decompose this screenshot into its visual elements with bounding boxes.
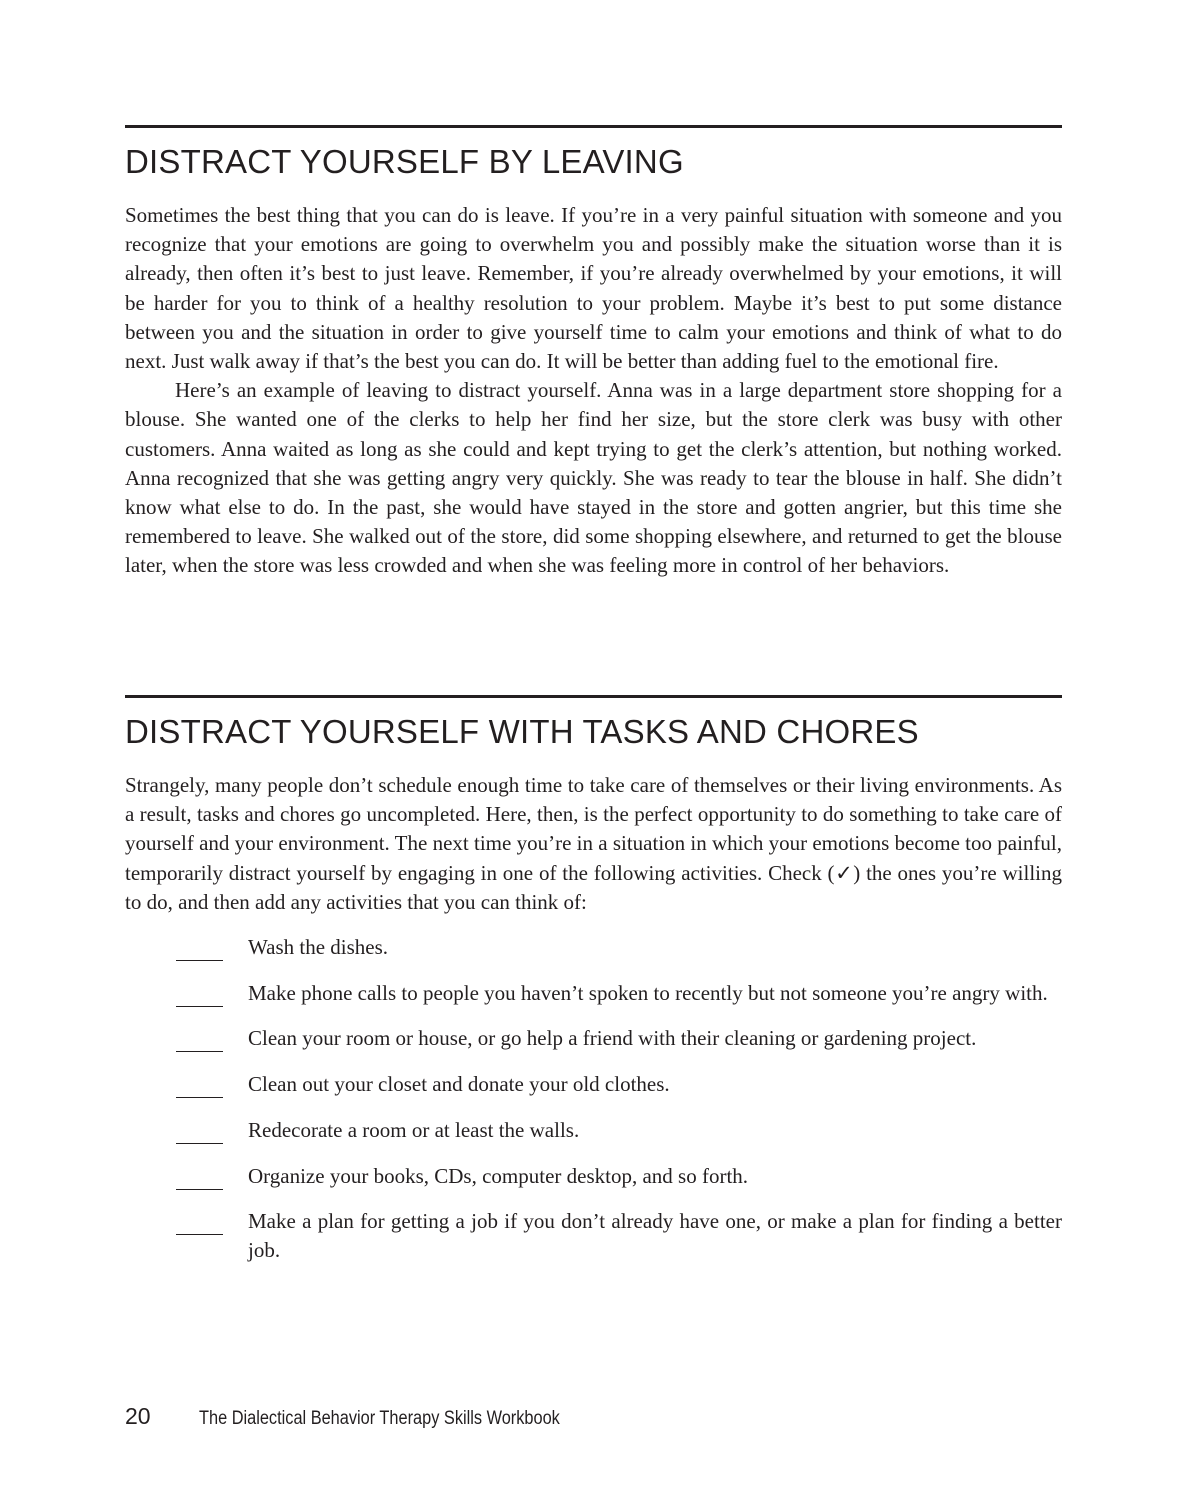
checklist-item-text: Clean your room or house, or go help a friend with their cleaning or gardening project.: [248, 1026, 977, 1051]
check-blank[interactable]: [176, 1141, 223, 1144]
checklist-item: [125, 979, 1062, 1008]
checklist-item-text: Wash the dishes.: [248, 935, 389, 960]
check-blank[interactable]: [176, 1232, 223, 1235]
activity-checklist: [125, 933, 1062, 1266]
page-number: 20: [125, 1403, 151, 1429]
checklist-item: [125, 1207, 1062, 1265]
section-divider: [125, 695, 1062, 698]
check-blank[interactable]: [176, 958, 223, 961]
paragraph: Sometimes the best thing that you can do is leave. If you’re in a very painful situation with someone and you recognize that your emotions are going to overwhelm you and possibly make the situation worse than it is already, then often it’s best to just leave. Remember, if you’re already overwhelmed by your emotions, it will be harder for you to think of a healthy resolution to your problem. Maybe it’s best to put some distance between you and the situation in order to give yourself time to calm your emotions and think of what to do next. Just walk away if that’s the best you can do. It will be better than adding fuel to the emotional fire.: [125, 203, 1062, 374]
section-heading: DISTRACT YOURSELF BY LEAVING: [125, 143, 684, 180]
checklist-item-text: Make phone calls to people you haven’t spoken to recently but not someone you’re angry with.: [248, 980, 1048, 1005]
section-leaving: [125, 125, 1062, 581]
checklist-item: [125, 1070, 1062, 1099]
check-blank[interactable]: [176, 1004, 223, 1007]
page-footer: [125, 1403, 619, 1430]
check-blank[interactable]: [176, 1187, 223, 1190]
checklist-item-text: Clean out your closet and donate your old clothes.: [248, 1072, 670, 1097]
paragraph: Strangely, many people don’t schedule enough time to take care of themselves or their living environments. As a result, tasks and chores go uncompleted. Here, then, is the perfect opportunity to do something to take care of yourself and your environment. The next time you’re in a situation in which your emotions become too painful, temporarily distract yourself by engaging in one of the following activities. Check (✓) the ones you’re willing to do, and then add any activities that you can think of:: [125, 773, 1062, 914]
section-tasks-chores: [125, 695, 1062, 1282]
section-heading: DISTRACT YOURSELF WITH TASKS AND CHORES: [125, 713, 919, 750]
paragraph: Here’s an example of leaving to distract yourself. Anna was in a large department store shopping for a blouse. She wanted one of the clerks to help her find her size, but the store clerk was busy with other customers. Anna waited as long as she could and kept trying to get the clerk’s attention, but nothing worked. Anna recognized that she was getting angry very quickly. She was ready to tear the blouse in half. She didn’t know what else to do. In the past, she would have stayed in the store and gotten angrier, but this time she remembered to leave. She walked out of the store, did some shopping elsewhere, and returned to get the blouse later, when the store was less crowded and when she was feeling more in control of her behaviors.: [125, 378, 1062, 578]
check-blank[interactable]: [176, 1095, 223, 1098]
checklist-item-text: Organize your books, CDs, computer desktop, and so forth.: [248, 1163, 749, 1188]
checklist-item-text: Make a plan for getting a job if you don’t already have one, or make a plan for finding a better job.: [248, 1209, 1062, 1263]
check-blank[interactable]: [176, 1049, 223, 1052]
checklist-item-text: Redecorate a room or at least the walls.: [248, 1117, 580, 1142]
checklist-item: [125, 1162, 1062, 1191]
checklist-item: [125, 1024, 1062, 1053]
book-title: The Dialectical Behavior Therapy Skills Workbook: [199, 1408, 560, 1429]
section-divider: [125, 125, 1062, 128]
checklist-item: [125, 933, 1062, 962]
checklist-item: [125, 1116, 1062, 1145]
